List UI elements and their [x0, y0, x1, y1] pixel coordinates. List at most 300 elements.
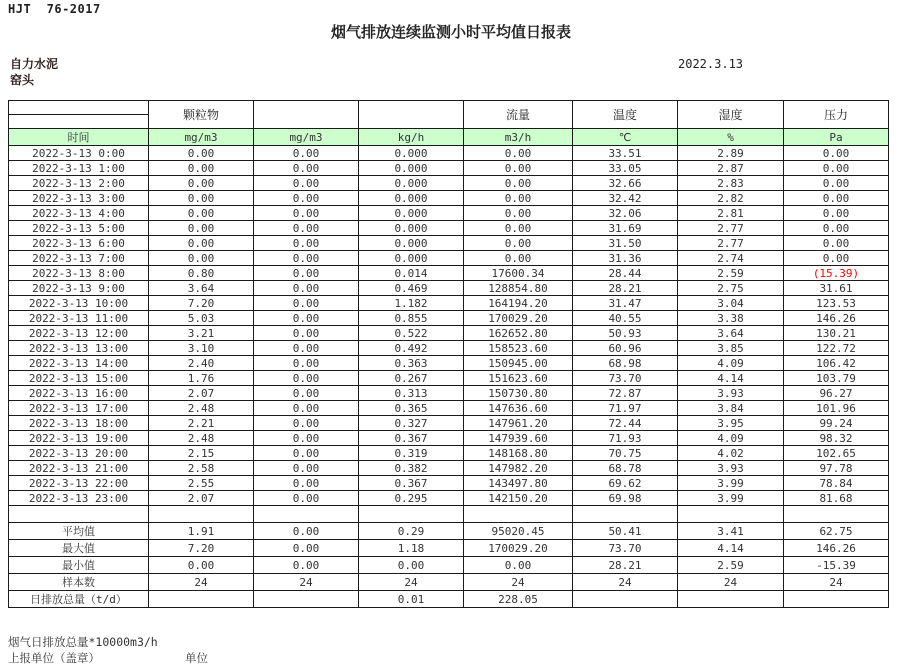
- value-cell: 62.75: [784, 523, 889, 540]
- value-cell: 128854.80: [464, 281, 573, 296]
- value-cell: 24: [784, 574, 889, 591]
- value-cell: 0.00: [254, 416, 359, 431]
- value-cell: 0.00: [149, 206, 254, 221]
- header-blank-cell: [9, 115, 149, 129]
- value-cell: 0.00: [254, 461, 359, 476]
- time-cell: 2022-3-13 16:00: [9, 386, 149, 401]
- time-cell: 2022-3-13 14:00: [9, 356, 149, 371]
- value-cell: 123.53: [784, 296, 889, 311]
- value-cell: 2.77: [678, 236, 784, 251]
- value-cell: [784, 591, 889, 608]
- value-cell: 33.51: [573, 146, 678, 161]
- value-cell: 1.91: [149, 523, 254, 540]
- table-row: [9, 206, 889, 221]
- value-cell: 0.367: [359, 476, 464, 491]
- table-row: [9, 341, 889, 356]
- value-cell: 7.20: [149, 296, 254, 311]
- value-cell: 0.00: [784, 146, 889, 161]
- time-cell: 2022-3-13 21:00: [9, 461, 149, 476]
- value-cell: 0.00: [254, 491, 359, 506]
- table-row: [9, 386, 889, 401]
- value-cell: 130.21: [784, 326, 889, 341]
- value-cell: 95020.45: [464, 523, 573, 540]
- value-cell: 96.27: [784, 386, 889, 401]
- unit-label: 单位: [185, 651, 208, 665]
- summary-label-cell: 样本数: [9, 574, 149, 591]
- value-cell: 0.000: [359, 161, 464, 176]
- value-cell: 2.82: [678, 191, 784, 206]
- value-cell: 0.00: [149, 251, 254, 266]
- value-cell: 2.48: [149, 401, 254, 416]
- value-cell: 0.00: [464, 161, 573, 176]
- col-header-temperature: 温度: [573, 101, 678, 129]
- value-cell: 2.21: [149, 416, 254, 431]
- value-cell: 40.55: [573, 311, 678, 326]
- value-cell: 31.69: [573, 221, 678, 236]
- col-header-blank: [359, 101, 464, 129]
- time-cell: 2022-3-13 20:00: [9, 446, 149, 461]
- value-cell: 147636.60: [464, 401, 573, 416]
- flow-total-note: 烟气日排放总量*10000m3/h: [8, 635, 158, 649]
- value-cell: 0.00: [464, 176, 573, 191]
- time-cell: 2022-3-13 19:00: [9, 431, 149, 446]
- value-cell: 24: [149, 574, 254, 591]
- spacer-row: [9, 506, 889, 523]
- value-cell: 0.000: [359, 206, 464, 221]
- table-row: [9, 461, 889, 476]
- value-cell: 98.32: [784, 431, 889, 446]
- value-cell: 0.319: [359, 446, 464, 461]
- value-cell: 0.295: [359, 491, 464, 506]
- value-cell: 0.00: [254, 386, 359, 401]
- value-cell: 2.58: [149, 461, 254, 476]
- value-cell: 0.00: [254, 356, 359, 371]
- table-row: [9, 476, 889, 491]
- table-row: [9, 221, 889, 236]
- value-cell: 147961.20: [464, 416, 573, 431]
- value-cell: 146.26: [784, 540, 889, 557]
- value-cell: 0.000: [359, 221, 464, 236]
- value-cell: 0.00: [254, 557, 359, 574]
- value-cell: 97.78: [784, 461, 889, 476]
- unit-header-pa: Pa: [784, 129, 889, 146]
- value-cell: 0.327: [359, 416, 464, 431]
- value-cell: 0.00: [254, 146, 359, 161]
- value-cell: 0.01: [359, 591, 464, 608]
- value-cell: 3.10: [149, 341, 254, 356]
- value-cell: 3.93: [678, 461, 784, 476]
- value-cell: 0.000: [359, 191, 464, 206]
- value-cell: 2.48: [149, 431, 254, 446]
- value-cell: 3.84: [678, 401, 784, 416]
- unit-header-row: [9, 129, 889, 146]
- spacer-cell: [9, 506, 149, 523]
- value-cell: 0.000: [359, 146, 464, 161]
- value-cell: 0.00: [784, 161, 889, 176]
- value-cell: 164194.20: [464, 296, 573, 311]
- time-cell: 2022-3-13 8:00: [9, 266, 149, 281]
- value-cell: 0.00: [254, 523, 359, 540]
- value-cell: 0.00: [254, 176, 359, 191]
- value-cell: 33.05: [573, 161, 678, 176]
- table-row: [9, 161, 889, 176]
- value-cell: 0.014: [359, 266, 464, 281]
- value-cell: 17600.34: [464, 266, 573, 281]
- reporting-unit-label: 上报单位（盖章）: [8, 651, 100, 665]
- value-cell: 122.72: [784, 341, 889, 356]
- spacer-cell: [678, 506, 784, 523]
- value-cell: 72.44: [573, 416, 678, 431]
- table-row: [9, 416, 889, 431]
- data-table: [8, 100, 889, 608]
- value-cell: 28.21: [573, 557, 678, 574]
- time-cell: 2022-3-13 9:00: [9, 281, 149, 296]
- value-cell: 142150.20: [464, 491, 573, 506]
- value-cell: 2.87: [678, 161, 784, 176]
- table-row: [9, 191, 889, 206]
- value-cell: 71.97: [573, 401, 678, 416]
- value-cell: 0.00: [254, 236, 359, 251]
- value-cell: 2.59: [678, 557, 784, 574]
- value-cell: 4.09: [678, 356, 784, 371]
- value-cell: 0.00: [464, 146, 573, 161]
- table-row: [9, 266, 889, 281]
- value-cell: 0.00: [254, 281, 359, 296]
- time-cell: 2022-3-13 17:00: [9, 401, 149, 416]
- value-cell: 0.00: [784, 236, 889, 251]
- value-cell: 0.00: [254, 296, 359, 311]
- value-cell: 4.09: [678, 431, 784, 446]
- value-cell: -15.39: [784, 557, 889, 574]
- value-cell: 0.00: [149, 176, 254, 191]
- unit-header-percent: %: [678, 129, 784, 146]
- value-cell: [678, 591, 784, 608]
- value-cell: 0.00: [254, 311, 359, 326]
- unit-header-m3h: m3/h: [464, 129, 573, 146]
- value-cell: 0.00: [254, 341, 359, 356]
- value-cell: [149, 591, 254, 608]
- col-header-humidity: 湿度: [678, 101, 784, 129]
- value-cell: 0.00: [784, 191, 889, 206]
- value-cell: 28.21: [573, 281, 678, 296]
- value-cell: 2.15: [149, 446, 254, 461]
- value-cell: 151623.60: [464, 371, 573, 386]
- value-cell: 2.77: [678, 221, 784, 236]
- value-cell: 72.87: [573, 386, 678, 401]
- value-cell: 70.75: [573, 446, 678, 461]
- value-cell: 2.83: [678, 176, 784, 191]
- value-cell: 0.00: [254, 371, 359, 386]
- value-cell: 3.95: [678, 416, 784, 431]
- value-cell: 71.93: [573, 431, 678, 446]
- table-row: [9, 446, 889, 461]
- value-cell: 0.00: [254, 206, 359, 221]
- value-cell: 147982.20: [464, 461, 573, 476]
- value-cell: 162652.80: [464, 326, 573, 341]
- header-blank-cell: [9, 101, 149, 115]
- value-cell: 228.05: [464, 591, 573, 608]
- value-cell: 0.00: [784, 251, 889, 266]
- value-cell: 150945.00: [464, 356, 573, 371]
- value-cell: 0.000: [359, 236, 464, 251]
- value-cell: [254, 591, 359, 608]
- summary-row: [9, 523, 889, 540]
- table-row: [9, 251, 889, 266]
- spacer-cell: [464, 506, 573, 523]
- value-cell: 0.367: [359, 431, 464, 446]
- value-cell: 0.00: [464, 251, 573, 266]
- time-cell: 2022-3-13 3:00: [9, 191, 149, 206]
- value-cell: 0.00: [254, 191, 359, 206]
- col-header-blank: [254, 101, 359, 129]
- unit-header-celsius: ℃: [573, 129, 678, 146]
- value-cell: 3.04: [678, 296, 784, 311]
- time-cell: 2022-3-13 11:00: [9, 311, 149, 326]
- value-cell: 0.00: [464, 191, 573, 206]
- summary-row: [9, 574, 889, 591]
- summary-label-cell: 最大值: [9, 540, 149, 557]
- value-cell: 0.00: [464, 206, 573, 221]
- value-cell: 50.41: [573, 523, 678, 540]
- value-cell: 4.14: [678, 371, 784, 386]
- value-cell: 68.98: [573, 356, 678, 371]
- page-title: 烟气排放连续监测小时平均值日报表: [330, 23, 571, 41]
- value-cell: 68.78: [573, 461, 678, 476]
- value-cell: 0.29: [359, 523, 464, 540]
- col-header-particulate: 颗粒物: [149, 101, 254, 129]
- value-cell: 101.96: [784, 401, 889, 416]
- value-cell: 0.00: [464, 236, 573, 251]
- value-cell: 4.02: [678, 446, 784, 461]
- value-cell: 0.313: [359, 386, 464, 401]
- value-cell: 0.00: [254, 326, 359, 341]
- value-cell: 0.00: [464, 221, 573, 236]
- value-cell: 3.99: [678, 476, 784, 491]
- value-cell: 3.64: [678, 326, 784, 341]
- value-cell: 3.99: [678, 491, 784, 506]
- value-cell: 69.62: [573, 476, 678, 491]
- value-cell: 24: [254, 574, 359, 591]
- time-cell: 2022-3-13 7:00: [9, 251, 149, 266]
- daily-report-table: [8, 100, 889, 608]
- standard-code: HJT 76-2017: [8, 2, 101, 16]
- summary-row: [9, 591, 889, 608]
- value-cell: 102.65: [784, 446, 889, 461]
- col-header-flow: 流量: [464, 101, 573, 129]
- value-cell: 24: [464, 574, 573, 591]
- spacer-cell: [149, 506, 254, 523]
- table-row: [9, 236, 889, 251]
- value-cell: 3.38: [678, 311, 784, 326]
- value-cell: 0.00: [149, 191, 254, 206]
- value-cell: 2.55: [149, 476, 254, 491]
- value-cell: 0.00: [149, 557, 254, 574]
- value-cell: 2.74: [678, 251, 784, 266]
- value-cell: 146.26: [784, 311, 889, 326]
- value-cell: 3.41: [678, 523, 784, 540]
- time-cell: 2022-3-13 15:00: [9, 371, 149, 386]
- value-cell: 143497.80: [464, 476, 573, 491]
- value-cell: 150730.80: [464, 386, 573, 401]
- value-cell: 0.00: [254, 221, 359, 236]
- value-cell: 103.79: [784, 371, 889, 386]
- table-header: [9, 101, 889, 146]
- value-cell: 1.76: [149, 371, 254, 386]
- value-cell: 0.382: [359, 461, 464, 476]
- value-cell: 3.85: [678, 341, 784, 356]
- time-cell: 2022-3-13 12:00: [9, 326, 149, 341]
- value-cell: 2.89: [678, 146, 784, 161]
- value-cell: 0.00: [149, 146, 254, 161]
- value-cell: 2.81: [678, 206, 784, 221]
- value-cell: 24: [678, 574, 784, 591]
- table-row: [9, 431, 889, 446]
- value-cell: 0.00: [254, 476, 359, 491]
- value-cell: 0.522: [359, 326, 464, 341]
- col-header-pressure: 压力: [784, 101, 889, 129]
- value-cell: 0.00: [254, 446, 359, 461]
- value-cell: (15.39): [784, 266, 889, 281]
- value-cell: 0.00: [254, 431, 359, 446]
- value-cell: 0.00: [254, 401, 359, 416]
- value-cell: 0.492: [359, 341, 464, 356]
- value-cell: 0.469: [359, 281, 464, 296]
- station-name: 窑头: [10, 73, 35, 87]
- time-cell: 2022-3-13 4:00: [9, 206, 149, 221]
- value-cell: 0.00: [149, 236, 254, 251]
- time-cell: 2022-3-13 22:00: [9, 476, 149, 491]
- unit-header-time: 时间: [9, 129, 149, 146]
- time-cell: 2022-3-13 5:00: [9, 221, 149, 236]
- value-cell: 31.50: [573, 236, 678, 251]
- spacer-cell: [359, 506, 464, 523]
- value-cell: 2.07: [149, 386, 254, 401]
- time-cell: 2022-3-13 6:00: [9, 236, 149, 251]
- value-cell: 2.07: [149, 491, 254, 506]
- value-cell: 5.03: [149, 311, 254, 326]
- table-row: [9, 491, 889, 506]
- value-cell: 31.47: [573, 296, 678, 311]
- spacer-section: [9, 506, 889, 523]
- value-cell: 3.21: [149, 326, 254, 341]
- value-cell: 0.855: [359, 311, 464, 326]
- value-cell: 0.80: [149, 266, 254, 281]
- time-cell: 2022-3-13 18:00: [9, 416, 149, 431]
- value-cell: 0.00: [784, 221, 889, 236]
- unit-header-mgm3: mg/m3: [149, 129, 254, 146]
- value-cell: 3.64: [149, 281, 254, 296]
- spacer-cell: [254, 506, 359, 523]
- value-cell: 0.363: [359, 356, 464, 371]
- summary-label-cell: 平均值: [9, 523, 149, 540]
- value-cell: 99.24: [784, 416, 889, 431]
- value-cell: 0.000: [359, 176, 464, 191]
- table-row: [9, 176, 889, 191]
- value-cell: 60.96: [573, 341, 678, 356]
- value-cell: 170029.20: [464, 540, 573, 557]
- value-cell: 0.00: [359, 557, 464, 574]
- table-row: [9, 326, 889, 341]
- value-cell: 148168.80: [464, 446, 573, 461]
- value-cell: 32.42: [573, 191, 678, 206]
- value-cell: 78.84: [784, 476, 889, 491]
- value-cell: 3.93: [678, 386, 784, 401]
- value-cell: 32.06: [573, 206, 678, 221]
- value-cell: 24: [359, 574, 464, 591]
- time-cell: 2022-3-13 2:00: [9, 176, 149, 191]
- value-cell: 0.00: [149, 161, 254, 176]
- value-cell: 32.66: [573, 176, 678, 191]
- value-cell: 106.42: [784, 356, 889, 371]
- table-row: [9, 146, 889, 161]
- value-cell: 28.44: [573, 266, 678, 281]
- value-cell: 0.00: [149, 221, 254, 236]
- unit-header-mgm3: mg/m3: [254, 129, 359, 146]
- summary-row: [9, 557, 889, 574]
- company-name: 自力水泥: [10, 57, 59, 71]
- value-cell: 2.75: [678, 281, 784, 296]
- value-cell: 1.18: [359, 540, 464, 557]
- value-cell: 0.00: [784, 176, 889, 191]
- hourly-rows: [9, 146, 889, 506]
- unit-header-kgh: kg/h: [359, 129, 464, 146]
- value-cell: 0.00: [464, 557, 573, 574]
- value-cell: 7.20: [149, 540, 254, 557]
- report-date: 2022.3.13: [678, 57, 744, 71]
- summary-label-cell: 最小值: [9, 557, 149, 574]
- value-cell: [573, 591, 678, 608]
- table-row: [9, 296, 889, 311]
- value-cell: 170029.20: [464, 311, 573, 326]
- value-cell: 31.61: [784, 281, 889, 296]
- table-row: [9, 401, 889, 416]
- value-cell: 0.00: [254, 161, 359, 176]
- spacer-cell: [573, 506, 678, 523]
- value-cell: 147939.60: [464, 431, 573, 446]
- value-cell: 50.93: [573, 326, 678, 341]
- table-row: [9, 356, 889, 371]
- value-cell: 0.00: [254, 251, 359, 266]
- table-row: [9, 371, 889, 386]
- value-cell: 73.70: [573, 540, 678, 557]
- group-header-row: [9, 101, 889, 115]
- value-cell: 2.59: [678, 266, 784, 281]
- time-cell: 2022-3-13 13:00: [9, 341, 149, 356]
- time-cell: 2022-3-13 10:00: [9, 296, 149, 311]
- time-cell: 2022-3-13 0:00: [9, 146, 149, 161]
- value-cell: 73.70: [573, 371, 678, 386]
- value-cell: 1.182: [359, 296, 464, 311]
- value-cell: 0.267: [359, 371, 464, 386]
- value-cell: 24: [573, 574, 678, 591]
- value-cell: 31.36: [573, 251, 678, 266]
- summary-row: [9, 540, 889, 557]
- table-row: [9, 311, 889, 326]
- time-cell: 2022-3-13 1:00: [9, 161, 149, 176]
- spacer-cell: [784, 506, 889, 523]
- value-cell: 4.14: [678, 540, 784, 557]
- value-cell: 0.000: [359, 251, 464, 266]
- value-cell: 0.00: [784, 206, 889, 221]
- table-row: [9, 281, 889, 296]
- value-cell: 0.365: [359, 401, 464, 416]
- value-cell: 0.00: [254, 266, 359, 281]
- summary-label-cell: 日排放总量（t/d）: [9, 591, 149, 608]
- time-cell: 2022-3-13 23:00: [9, 491, 149, 506]
- value-cell: 81.68: [784, 491, 889, 506]
- value-cell: 158523.60: [464, 341, 573, 356]
- value-cell: 0.00: [254, 540, 359, 557]
